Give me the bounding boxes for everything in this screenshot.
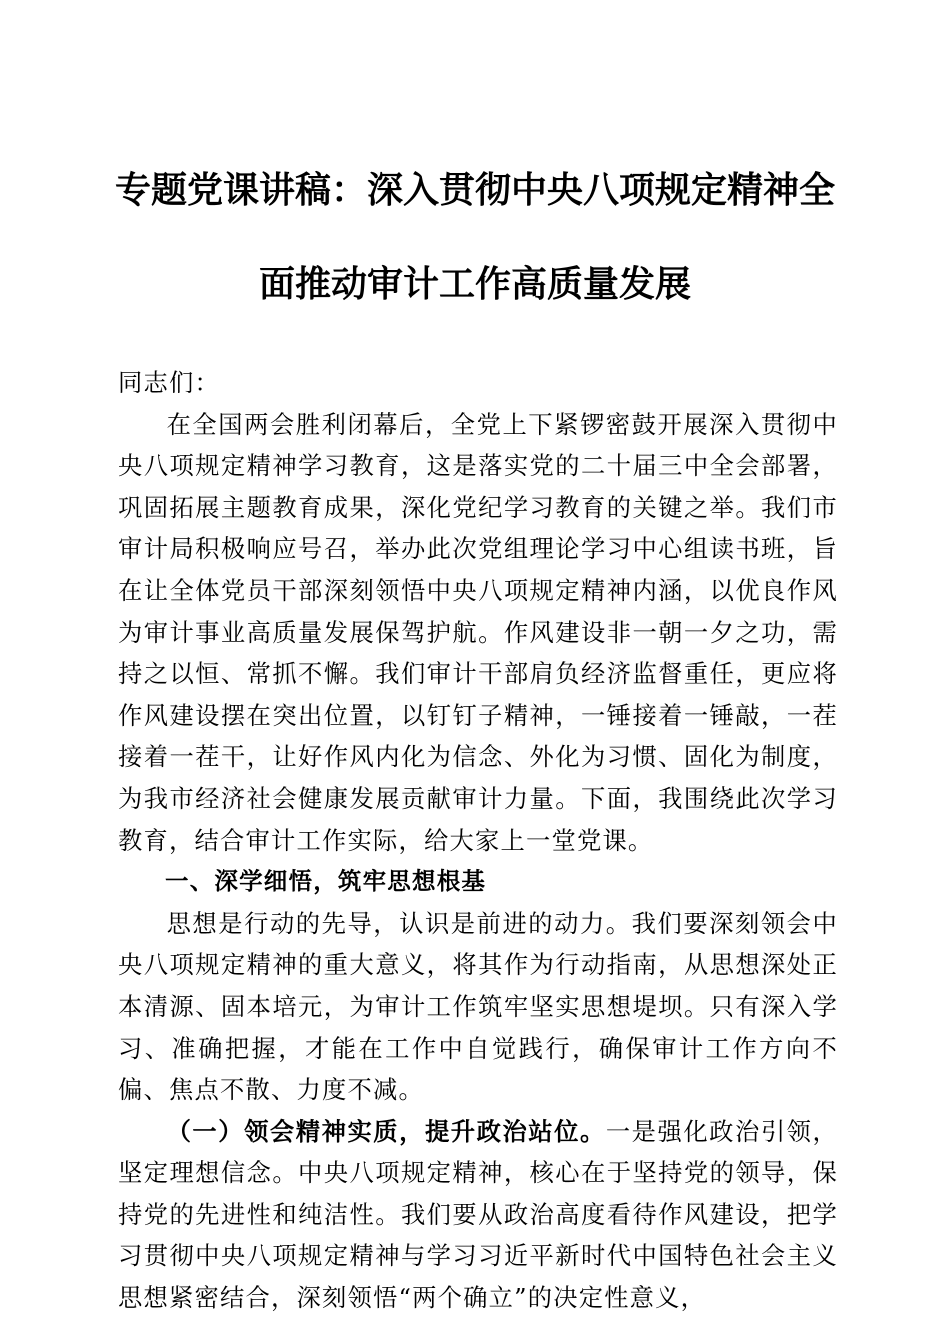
intro-paragraph: 在全国两会胜利闭幕后，全党上下紧锣密鼓开展深入贯彻中央八项规定精神学习教育，这是落实党的二十届三中全会部署，巩固拓展主题教育成果，深化党纪学习教育的关键之举。我们市审计局积极响应号召，举办此次党组理论学习中心组读书班，旨在让全体党员干部深刻领悟中央八项规定精神内涵，以优良作风为审计事业高质量发展保驾护航。作风建设非一朝一夕之功，需持之以恒、常抓不懈。我们审计干部肩负经济监督重任，更应将作风建设摆在突出位置，以钉钉子精神，一锤接着一锤敲，一茬接着一茬干，让好作风内化为信念、外化为习惯、固化为制度，为我市经济社会健康发展贡献审计力量。下面，我围绕此次学习教育，结合审计工作实际，给大家上一堂党课。: [118, 409, 838, 855]
section-1-paragraph: 思想是行动的先导，认识是前进的动力。我们要深刻领会中央八项规定精神的重大意义，将其作为行动指南，从思想深处正本清源、固本培元，为审计工作筑牢坚实思想堤坝。只有深入学习、准确把握，才能在工作中自觉践行，确保审计工作方向不偏、焦点不散、力度不减。: [118, 908, 838, 1105]
subsection-1-text: 一是强化政治引领，坚定理想信念。中央八项规定精神，核心在于坚持党的领导，保持党的先进性和纯洁性。我们要从政治高度看待作风建设，把学习贯彻中央八项规定精神与学习习近平新时代中国特色社会主义思想紧密结合，深刻领悟“两个确立”的决定性意义，: [118, 1116, 838, 1313]
document-title-line-2: 面推动审计工作高质量发展: [258, 263, 691, 305]
subsection-1-heading: （一）领会精神实质，提升政治站位。: [166, 1116, 606, 1146]
section-1-heading: 一、深学细悟，筑牢思想根基: [165, 867, 487, 896]
document-title-line-1: 专题党课讲稿：深入贯彻中央八项规定精神全: [114, 169, 835, 211]
subsection-1-paragraph: [118, 1111, 838, 1319]
document-body: [118, 362, 838, 1319]
salutation: 同志们：: [118, 368, 220, 397]
